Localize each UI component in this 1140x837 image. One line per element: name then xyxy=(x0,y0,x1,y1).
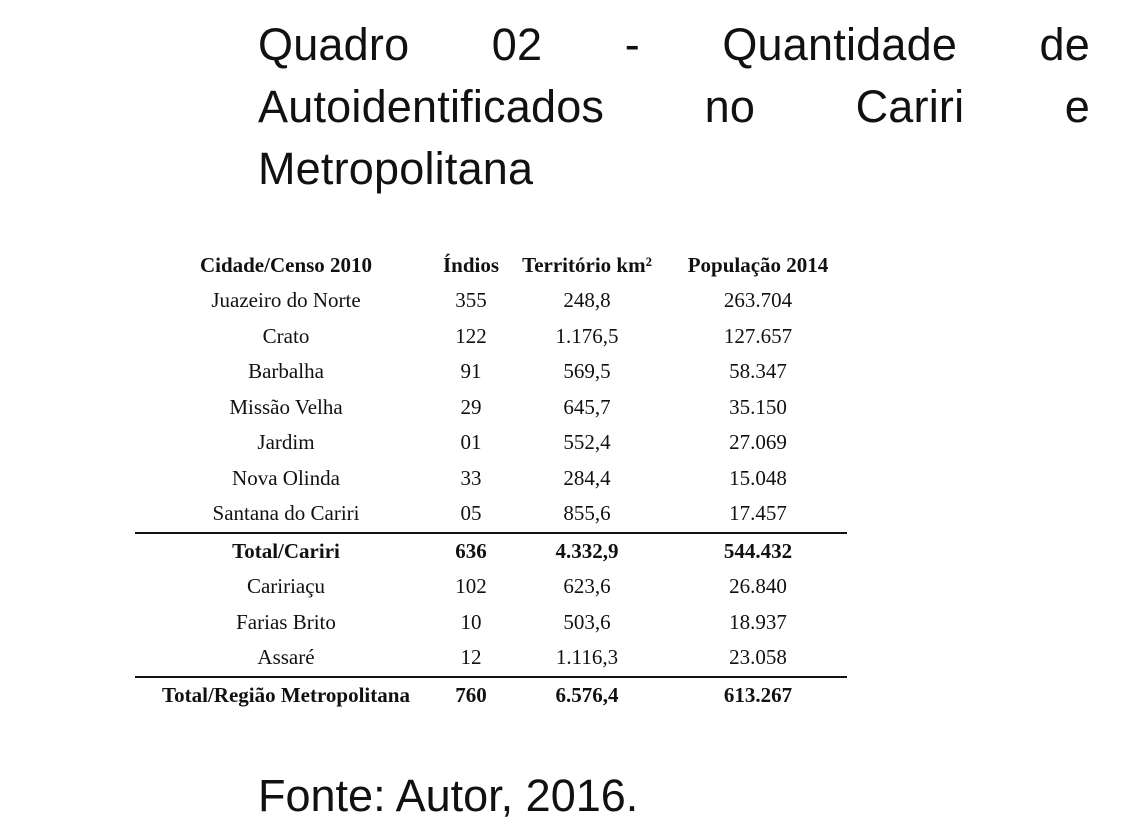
cell-territorio: 645,7 xyxy=(563,394,611,419)
title-word: - xyxy=(624,19,640,70)
table-row xyxy=(135,354,847,390)
cell-indios: 33 xyxy=(460,465,482,490)
cell-cidade: Santana do Cariri xyxy=(212,501,360,526)
cell-populacao: 263.704 xyxy=(723,288,793,313)
cell-populacao: 127.657 xyxy=(723,323,793,348)
table-row xyxy=(135,319,847,355)
caption-title-line-1 xyxy=(258,14,1090,76)
cell-territorio: 284,4 xyxy=(563,465,611,490)
cell-cidade: Barbalha xyxy=(248,359,324,384)
title-word: Quadro xyxy=(258,19,410,70)
cell-indios: 355 xyxy=(455,288,487,313)
caption-title-line-3 xyxy=(258,138,1090,200)
cell-populacao: 17.457 xyxy=(729,501,787,526)
cell-cidade: Juazeiro do Norte xyxy=(211,288,361,313)
cell-indios: 760 xyxy=(437,677,505,714)
cell-populacao: 18.937 xyxy=(729,609,787,634)
title-word: Quantidade xyxy=(722,19,958,70)
cell-territorio: 1.176,5 xyxy=(555,323,619,348)
source-caption: Fonte: Autor, 2016. xyxy=(258,770,639,821)
cell-territorio: 569,5 xyxy=(563,359,611,384)
cell-indios: 636 xyxy=(437,533,505,570)
header-territorio: Território km² xyxy=(522,252,652,277)
cell-cidade: Total/Cariri xyxy=(135,533,437,570)
table-header-row xyxy=(135,247,847,283)
table-total-row xyxy=(135,677,847,714)
header-populacao: População 2014 xyxy=(687,252,829,277)
cell-populacao: 35.150 xyxy=(729,394,787,419)
cell-territorio: 552,4 xyxy=(563,430,611,455)
cell-territorio: 4.332,9 xyxy=(505,533,669,570)
title-word: Autoidentificados xyxy=(258,81,605,132)
cell-cidade: Caririaçu xyxy=(246,574,326,599)
table-row xyxy=(135,605,847,641)
cell-indios: 10 xyxy=(460,609,482,634)
table-row xyxy=(135,640,847,677)
cell-populacao: 27.069 xyxy=(729,430,787,455)
cell-cidade: Missão Velha xyxy=(229,394,343,419)
cell-cidade: Total/Região Metropolitana xyxy=(135,677,437,714)
cell-territorio: 248,8 xyxy=(563,288,611,313)
cell-indios: 01 xyxy=(460,430,482,455)
cell-cidade: Crato xyxy=(262,323,310,348)
cell-indios: 29 xyxy=(460,394,482,419)
caption-title-line-2 xyxy=(258,76,1090,138)
cell-populacao: 23.058 xyxy=(729,645,787,670)
cell-populacao: 15.048 xyxy=(729,465,787,490)
cell-populacao: 58.347 xyxy=(729,359,787,384)
cell-populacao: 613.267 xyxy=(669,677,847,714)
cell-cidade: Assaré xyxy=(257,645,315,670)
title-word: e xyxy=(1064,81,1090,132)
cell-territorio: 855,6 xyxy=(563,501,611,526)
caption-title xyxy=(258,14,1090,200)
cell-indios: 91 xyxy=(460,359,482,384)
cell-cidade: Farias Brito xyxy=(236,609,336,634)
title-word: 02 xyxy=(491,19,543,70)
cell-indios: 05 xyxy=(460,501,482,526)
title-word: Metropolitana xyxy=(258,143,534,194)
table-row xyxy=(135,569,847,605)
cell-indios: 12 xyxy=(460,645,482,670)
table-row xyxy=(135,283,847,319)
table-total-row xyxy=(135,533,847,570)
cell-territorio: 503,6 xyxy=(563,609,611,634)
cell-indios: 102 xyxy=(455,574,487,599)
header-indios: Índios xyxy=(442,252,500,277)
cell-populacao: 26.840 xyxy=(729,574,787,599)
cell-cidade: Nova Olinda xyxy=(232,465,340,490)
table-row xyxy=(135,425,847,461)
table-row xyxy=(135,496,847,533)
title-word: no xyxy=(704,81,756,132)
header-cidade: Cidade/Censo 2010 xyxy=(199,252,373,277)
cell-populacao: 544.432 xyxy=(669,533,847,570)
table-row xyxy=(135,461,847,497)
title-word: de xyxy=(1039,19,1090,70)
title-word: Cariri xyxy=(855,81,965,132)
cell-territorio: 6.576,4 xyxy=(505,677,669,714)
table-row xyxy=(135,390,847,426)
cell-cidade: Jardim xyxy=(257,430,315,455)
cell-indios: 122 xyxy=(455,323,487,348)
data-table xyxy=(135,247,847,713)
cell-territorio: 1.116,3 xyxy=(555,645,619,670)
cell-territorio: 623,6 xyxy=(563,574,611,599)
